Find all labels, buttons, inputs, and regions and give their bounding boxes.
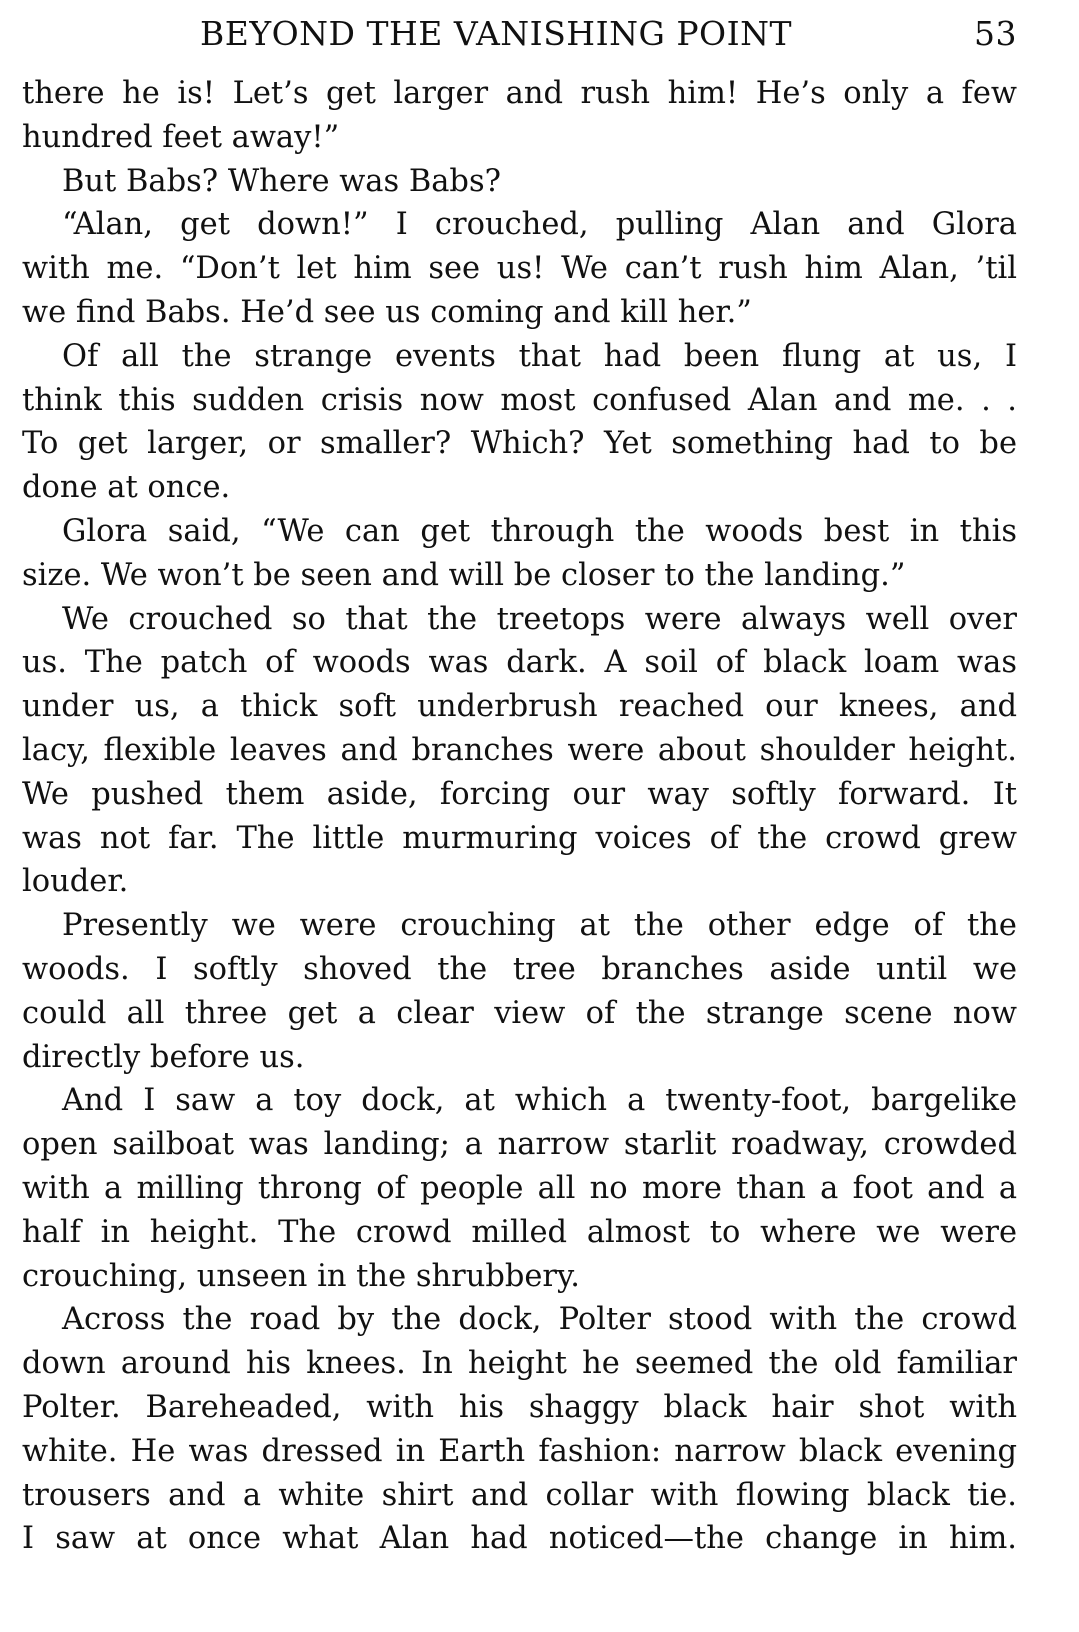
- text-line: And I saw a toy dock, at which a twenty-foot, bargelike: [62, 1083, 1017, 1119]
- paragraph: [22, 510, 1017, 598]
- text-line: lacy, flexible leaves and branches were about shoulder height.: [22, 732, 1017, 768]
- text-line: we find Babs. He’d see us coming and kill her.”: [22, 294, 752, 330]
- paragraph: [22, 598, 1017, 905]
- text-line: To get larger, or smaller? Which? Yet something had to be: [22, 426, 1017, 462]
- text-line: crouching, unseen in the shrubbery.: [22, 1258, 580, 1294]
- text-line: with me. “Don’t let him see us! We can’t rush him Alan, ’til: [22, 251, 1017, 287]
- text-line: directly before us.: [22, 1039, 305, 1075]
- page-number: 53: [974, 14, 1017, 53]
- text-line: with a milling throng of people all no more than a foot and a: [22, 1170, 1017, 1206]
- paragraph: [22, 1079, 1017, 1298]
- text-line: woods. I softly shoved the tree branches aside until we: [22, 951, 1017, 987]
- running-title: BEYOND THE VANISHING POINT: [200, 14, 793, 53]
- book-page: [22, 12, 1017, 1561]
- text-line: We pushed them aside, forcing our way softly forward. It: [22, 776, 1017, 812]
- text-line: Polter. Bareheaded, with his shaggy black hair shot with: [22, 1389, 1017, 1425]
- text-line: size. We won’t be seen and will be closer to the landing.”: [22, 557, 906, 593]
- text-line: louder.: [22, 864, 129, 900]
- text-line: half in height. The crowd milled almost to where we were: [22, 1214, 1017, 1250]
- text-line: done at once.: [22, 470, 231, 506]
- text-line: think this sudden crisis now most confused Alan and me. . .: [22, 382, 1017, 418]
- paragraph: [22, 72, 1017, 160]
- text-line: was not far. The little murmuring voices of the crowd grew: [22, 820, 1017, 856]
- paragraph: [22, 904, 1017, 1079]
- text-line: hundred feet away!”: [22, 119, 340, 155]
- text-line: white. He was dressed in Earth fashion: narrow black evening: [22, 1433, 1017, 1469]
- running-head: [22, 12, 1017, 60]
- text-line: We crouched so that the treetops were always well over: [62, 601, 1017, 637]
- paragraph: [22, 335, 1017, 510]
- text-line: us. The patch of woods was dark. A soil of black loam was: [22, 645, 1017, 681]
- paragraph: [22, 160, 1017, 204]
- text-line: Glora said, “We can get through the woods best in this: [62, 513, 1017, 549]
- text-line: Presently we were crouching at the other edge of the: [62, 908, 1017, 944]
- paragraph: [22, 203, 1017, 334]
- paragraph: [22, 1298, 1017, 1561]
- text-line: trousers and a white shirt and collar with flowing black tie.: [22, 1477, 1017, 1513]
- text-line: I saw at once what Alan had noticed—the change in him.: [22, 1521, 1017, 1557]
- text-line: But Babs? Where was Babs?: [62, 163, 501, 199]
- text-line: “Alan, get down!” I crouched, pulling Alan and Glora: [62, 207, 1017, 243]
- text-line: Of all the strange events that had been flung at us, I: [62, 338, 1017, 374]
- text-line: Across the road by the dock, Polter stood with the crowd: [62, 1302, 1017, 1338]
- text-line: down around his knees. In height he seemed the old familiar: [22, 1346, 1017, 1382]
- text-line: under us, a thick soft underbrush reached our knees, and: [22, 689, 1017, 725]
- body-text: [22, 72, 1017, 1561]
- text-line: could all three get a clear view of the strange scene now: [22, 995, 1017, 1031]
- text-line: there he is! Let’s get larger and rush him! He’s only a few: [22, 76, 1017, 111]
- text-line: open sailboat was landing; a narrow starlit roadway, crowded: [22, 1127, 1017, 1163]
